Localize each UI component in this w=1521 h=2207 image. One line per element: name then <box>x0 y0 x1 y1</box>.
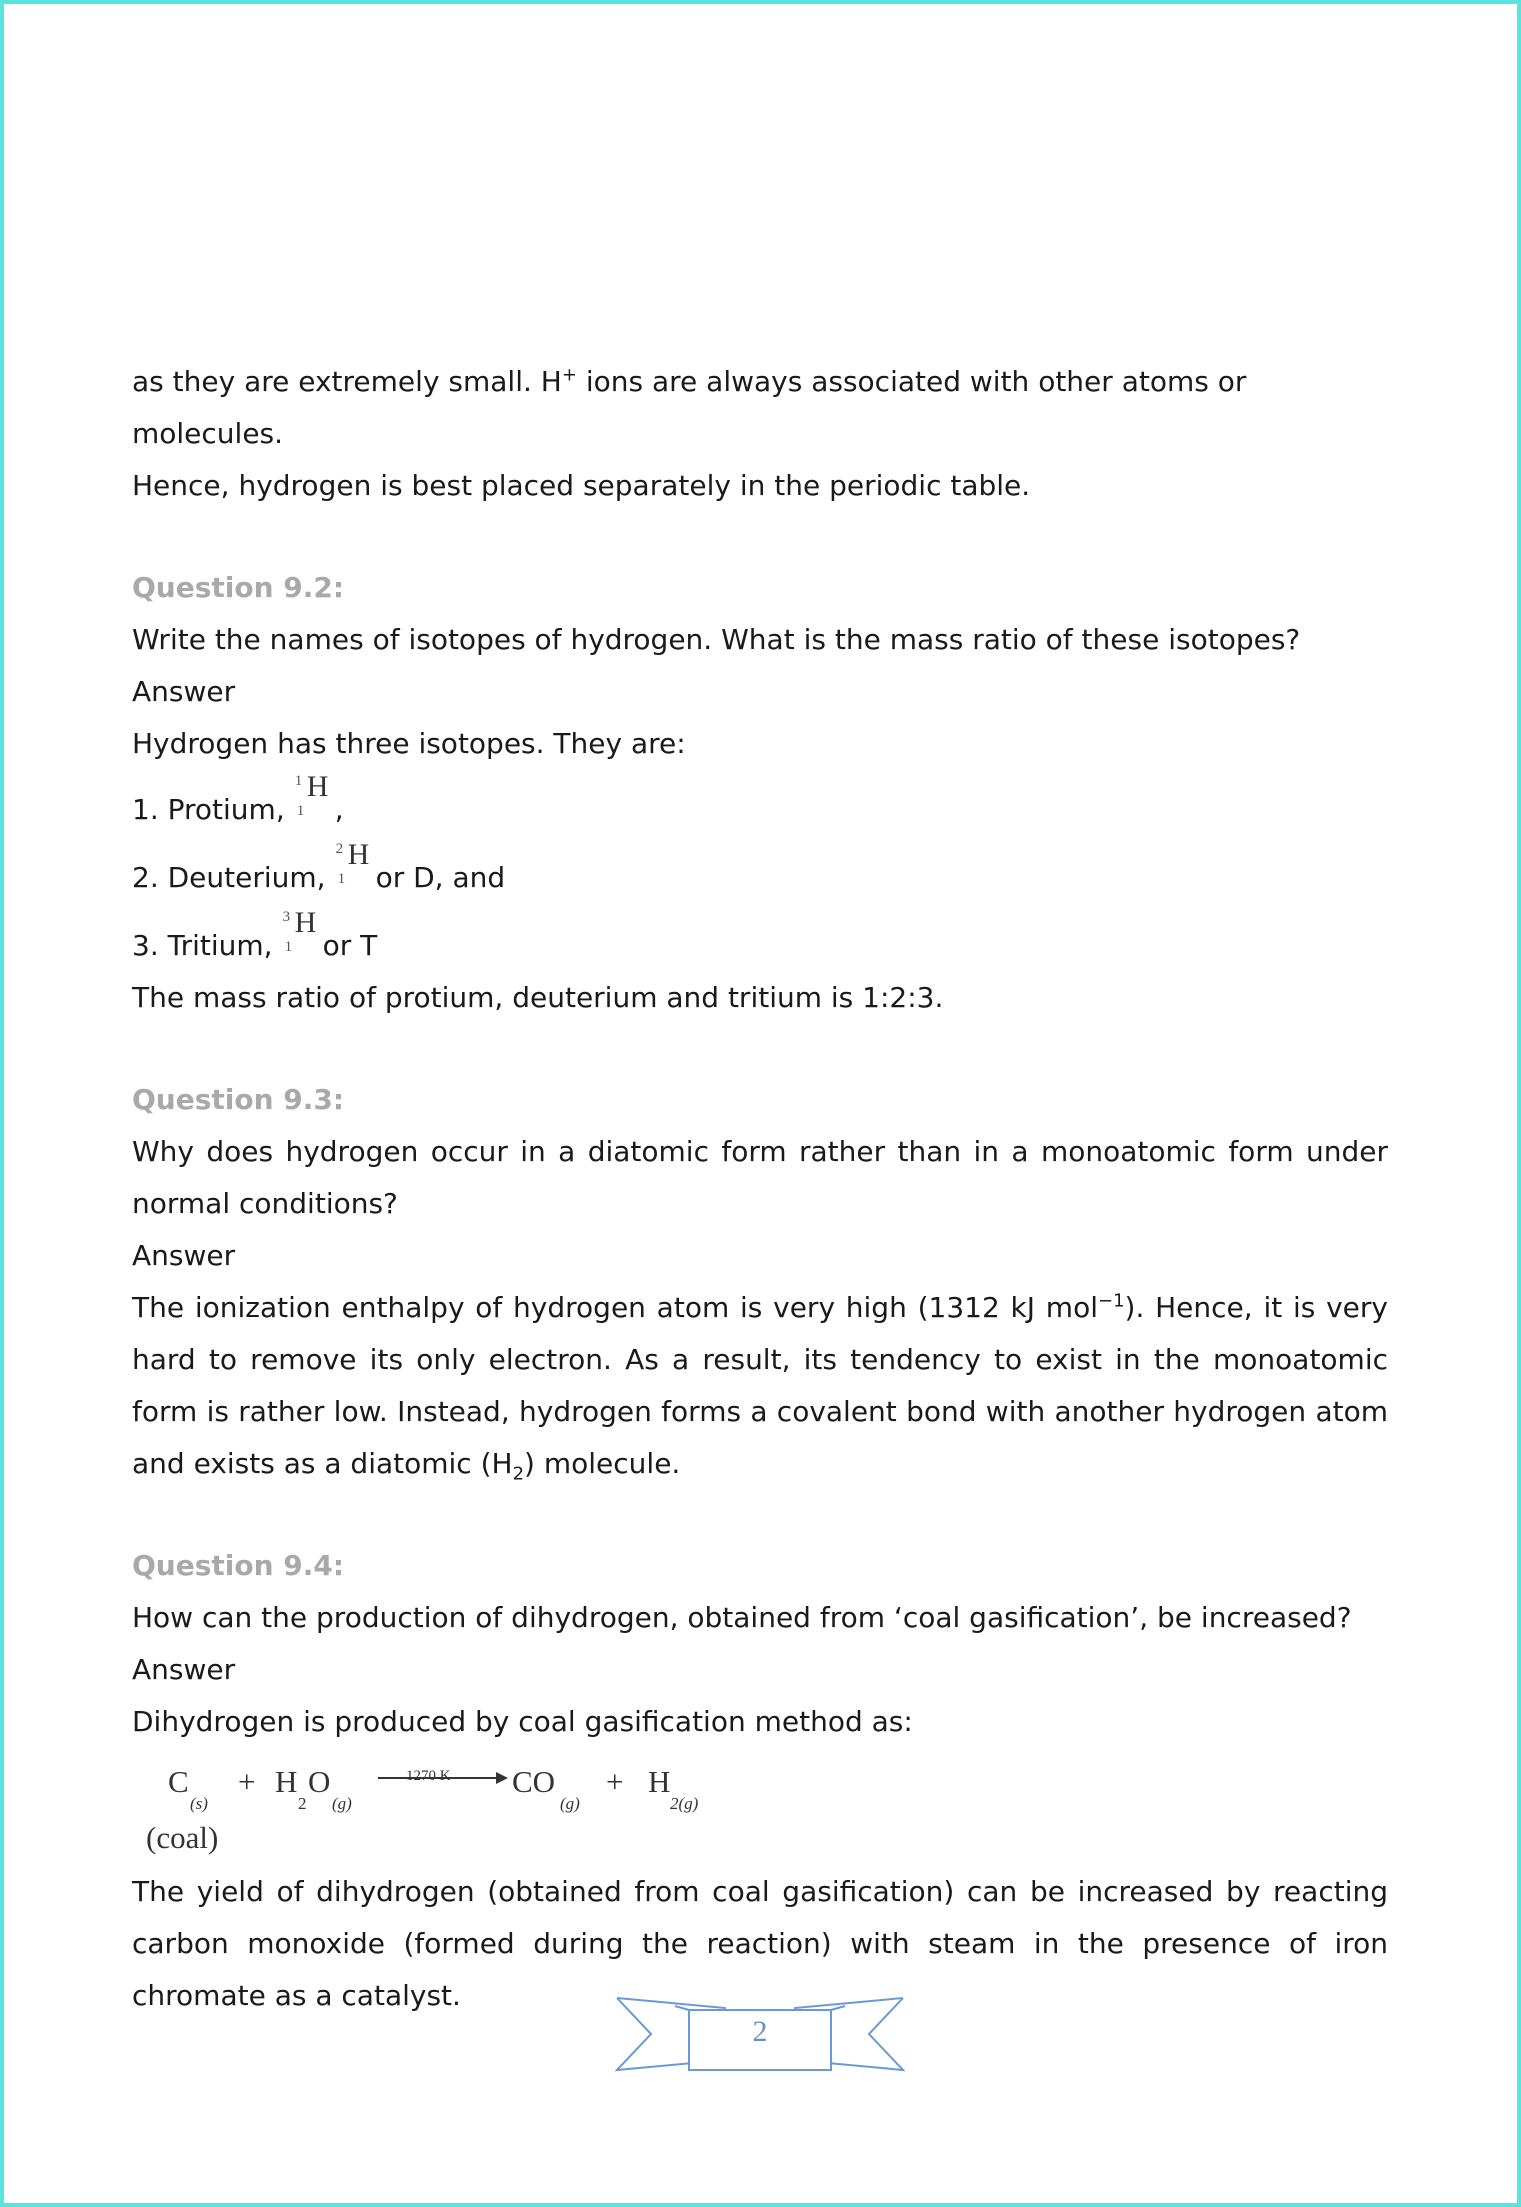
mass-ratio: The mass ratio of protium, deuterium and tritium is 1:2:3. <box>132 981 944 1014</box>
nuclide-symbol: 2 1 H <box>335 838 370 887</box>
reaction-arrow <box>376 1770 510 1786</box>
isotope-deuterium: 2. Deuterium, 2 1 H or D, and <box>132 836 1388 904</box>
answer-label: Answer <box>132 675 236 708</box>
nuclide-symbol: 3 1 H <box>282 906 317 955</box>
page-number-badge <box>615 1996 905 2076</box>
nuclide-symbol: 1 1 H <box>294 770 329 819</box>
question-9-4-text: How can the production of dihydrogen, obtained from ‘coal gasification’, be increased? <box>132 1601 1352 1634</box>
question-9-2-text: Write the names of isotopes of hydrogen. What is the mass ratio of these isotopes? <box>132 623 1301 656</box>
answer-9-4-text: The yield of dihydrogen (obtained from coal gasification) can be increased by reacting carbon monoxide (formed during the reaction) with steam in the presence of iron chromate as a catalyst. <box>132 1875 1388 2012</box>
question-9-2-title: Question 9.2: <box>132 571 345 604</box>
question-9-3-title: Question 9.3: <box>132 1083 345 1116</box>
isotope-tritium: 3. Tritium, 3 1 H or T <box>132 904 1388 972</box>
question-9-4-title: Question 9.4: <box>132 1549 345 1582</box>
answer-9-3-text: The ionization enthalpy of hydrogen atom is very high (1312 kJ mol$^{-1}$). Hence, it is very hard to remove its only electron. As a result, its tendency to exist in the monoatomic form is rather low. Instead, hydrogen forms a covalent bond with another hydrogen atom and exists as a diatomic $(H_2)$ molecule. <box>132 1290 1388 1485</box>
coal-gasification-equation: C (s) + H 2 O (g) 1270 K CO (g) + H 2(g) (coal) <box>146 1764 699 1855</box>
equation-intro: Dihydrogen is produced by coal gasification method as: <box>132 1705 913 1738</box>
intro-line-2: Hence, hydrogen is best placed separately in the periodic table. <box>132 469 1031 502</box>
intro-line-1: as they are extremely small. H+ ions are always associated with other atoms or molecules. <box>132 364 1247 450</box>
answer-label: Answer <box>132 1239 236 1272</box>
page-number: 2 <box>752 2015 768 2048</box>
isotope-protium: 1. Protium, 1 1 H , <box>132 770 1388 836</box>
question-9-3-text: Why does hydrogen occur in a diatomic form rather than in a monoatomic form under normal conditions? <box>132 1135 1388 1220</box>
isotopes-intro: Hydrogen has three isotopes. They are: <box>132 727 686 760</box>
page-content <box>132 356 1388 2022</box>
answer-label: Answer <box>132 1653 236 1686</box>
